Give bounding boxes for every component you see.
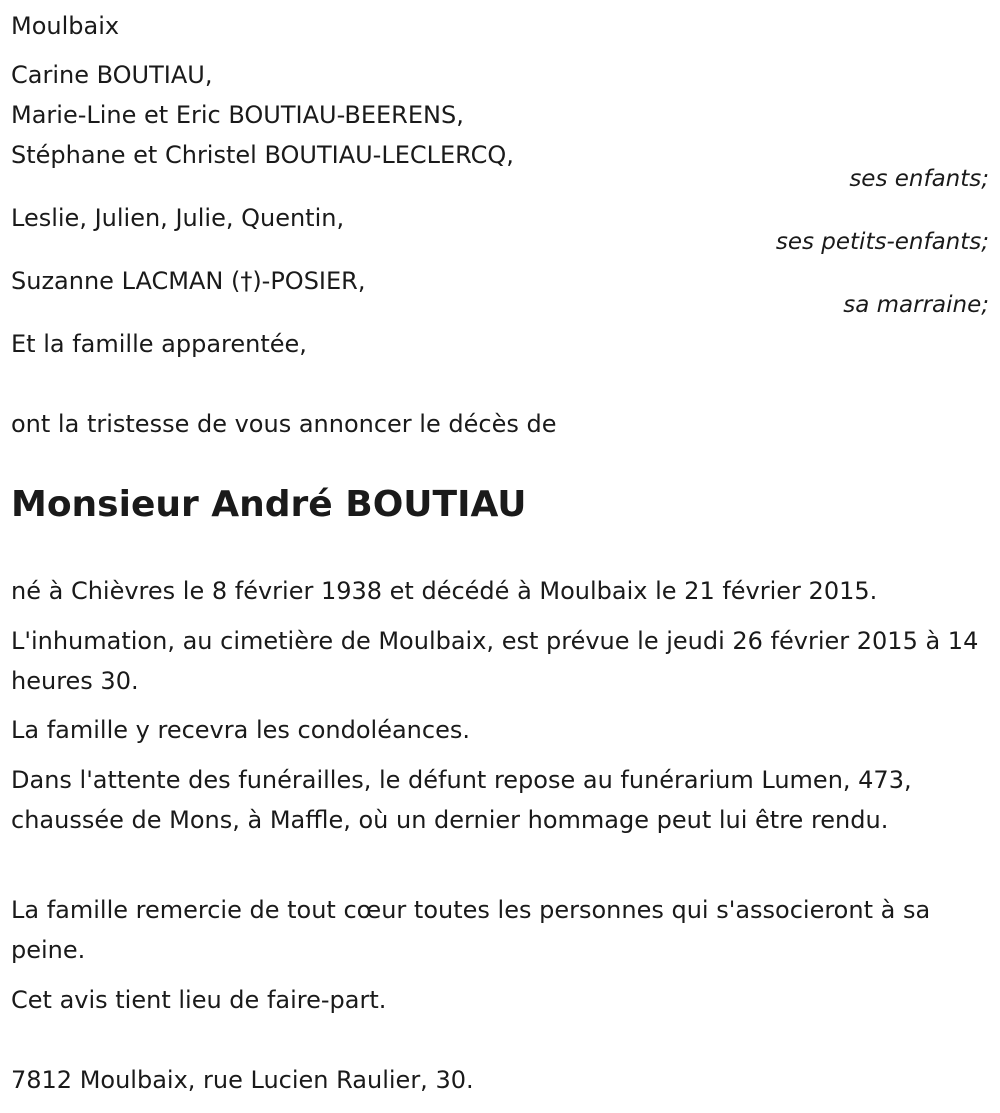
birth-death-paragraph: né à Chièvres le 8 février 1938 et décédé à Moulbaix le 21 février 2015. <box>11 577 878 605</box>
child-line-1: Carine BOUTIAU, <box>11 61 213 89</box>
funeral-home-paragraph: Dans l'attente des funérailles, le défunt repose au funérarium Lumen, 473, chaussée de Mons, à Maffle, où un dernier hommage peut lui être rendu. <box>11 766 912 834</box>
announcement-intro: ont la tristesse de vous annoncer le décès de <box>11 410 557 438</box>
godmother-line: Suzanne LACMAN (†)-POSIER, <box>11 267 366 295</box>
location-heading: Moulbaix <box>11 12 120 40</box>
extended-family-line: Et la famille apparentée, <box>11 330 307 358</box>
notice-paragraph: Cet avis tient lieu de faire-part. <box>11 986 387 1014</box>
grandchildren-role: ses petits-enfants; <box>775 229 989 255</box>
children-role: ses enfants; <box>849 166 989 192</box>
address-line: 7812 Moulbaix, rue Lucien Raulier, 30. <box>11 1066 474 1094</box>
burial-paragraph: L'inhumation, au cimetière de Moulbaix, est prévue le jeudi 26 février 2015 à 14 heures 30. <box>11 627 979 695</box>
deceased-name: Monsieur André BOUTIAU <box>11 484 527 525</box>
grandchildren-line: Leslie, Julien, Julie, Quentin, <box>11 204 345 232</box>
child-line-2: Marie-Line et Eric BOUTIAU-BEERENS, <box>11 101 464 129</box>
condolences-paragraph: La famille y recevra les condoléances. <box>11 716 470 744</box>
child-line-3: Stéphane et Christel BOUTIAU-LECLERCQ, <box>11 141 514 169</box>
godmother-role: sa marraine; <box>843 292 989 318</box>
thanks-paragraph: La famille remercie de tout cœur toutes les personnes qui s'associeront à sa peine. <box>11 896 931 964</box>
